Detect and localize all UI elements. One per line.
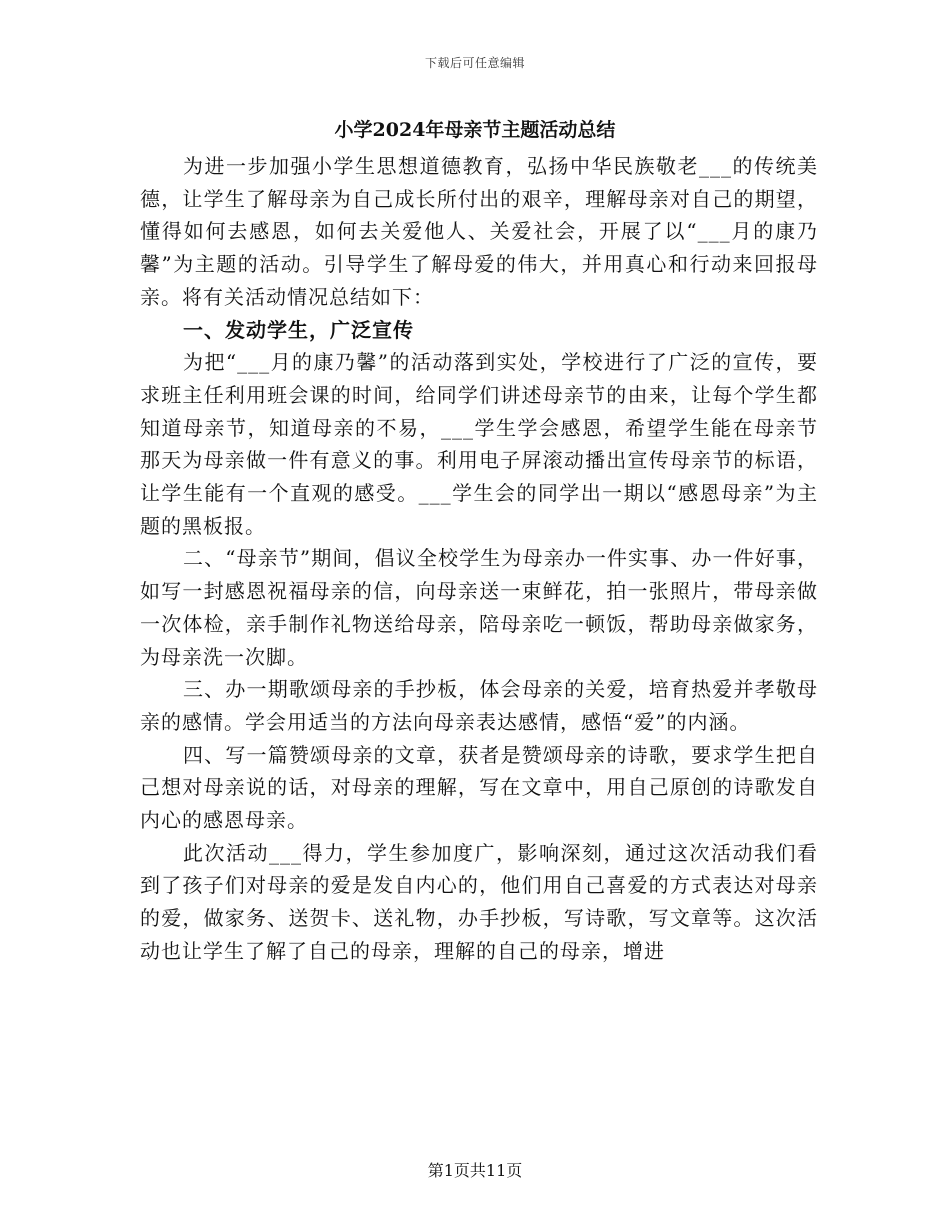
section-2-paragraph: 二、“母亲节”期间，倡议全校学生为母亲办一件实事、办一件好事，如写一封感恩祝福母亲的信，向母亲送一束鲜花，拍一张照片，带母亲做一次体检，亲手制作礼物送给母亲，陪母亲吃一顿饭，帮助母亲做家务，为母亲洗一次脚。 bbox=[140, 546, 818, 669]
section-4-paragraph: 四、写一篇赞颂母亲的文章，获者是赞颂母亲的诗歌，要求学生把自己想对母亲说的话，对母亲的理解，写在文章中，用自己原创的诗歌发自内心的感恩母亲。 bbox=[140, 742, 818, 833]
section-1-paragraph: 为把“___月的康乃馨”的活动落到实处，学校进行了广泛的宣传，要求班主任利用班会课的时间，给同学们讲述母亲节的由来，让每个学生都知道母亲节，知道母亲的不易，___学生学会感恩，希望学生能在母亲节那天为母亲做一件有意义的事。利用电子屏滚动播出宣传母亲节的标语，让学生能有一个直观的感受。___学生会的同学出一期以“感恩母亲”为主题的黑板报。 bbox=[140, 350, 818, 538]
document-body bbox=[140, 150, 818, 968]
page-number: 第1页共11页 bbox=[427, 1161, 523, 1180]
section-3-paragraph: 三、办一期歌颂母亲的手抄板，体会母亲的关爱，培育热爱并孝敬母亲的感情。学会用适当的方法向母亲表达感情，感悟“爱”的内涵。 bbox=[140, 677, 818, 734]
document-title: 小学2024年母亲节主题活动总结 bbox=[334, 119, 616, 141]
download-edit-note: 下载后可任意编辑 bbox=[424, 56, 525, 70]
section-heading-1: 一、发动学生，广泛宣传 bbox=[183, 317, 414, 342]
summary-paragraph: 此次活动___得力，学生参加度广，影响深刻，通过这次活动我们看到了孩子们对母亲的爱是发自内心的，他们用自己喜爱的方式表达对母亲的爱，做家务、送贺卡、送礼物，办手抄板，写诗歌，写文章等。这次活动也让学生了解了自己的母亲，理解的自己的母亲，增进 bbox=[140, 840, 818, 963]
intro-paragraph: 为进一步加强小学生思想道德教育，弘扬中华民族敬老___的传统美德，让学生了解母亲为自己成长所付出的艰辛，理解母亲对自己的期望，懂得如何去感恩，如何去关爱他人、关爱社会，开展了以“___月的康乃馨”为主题的活动。引导学生了解母爱的伟大，并用真心和行动来回报母亲。将有关活动情况总结如下： bbox=[140, 154, 818, 309]
